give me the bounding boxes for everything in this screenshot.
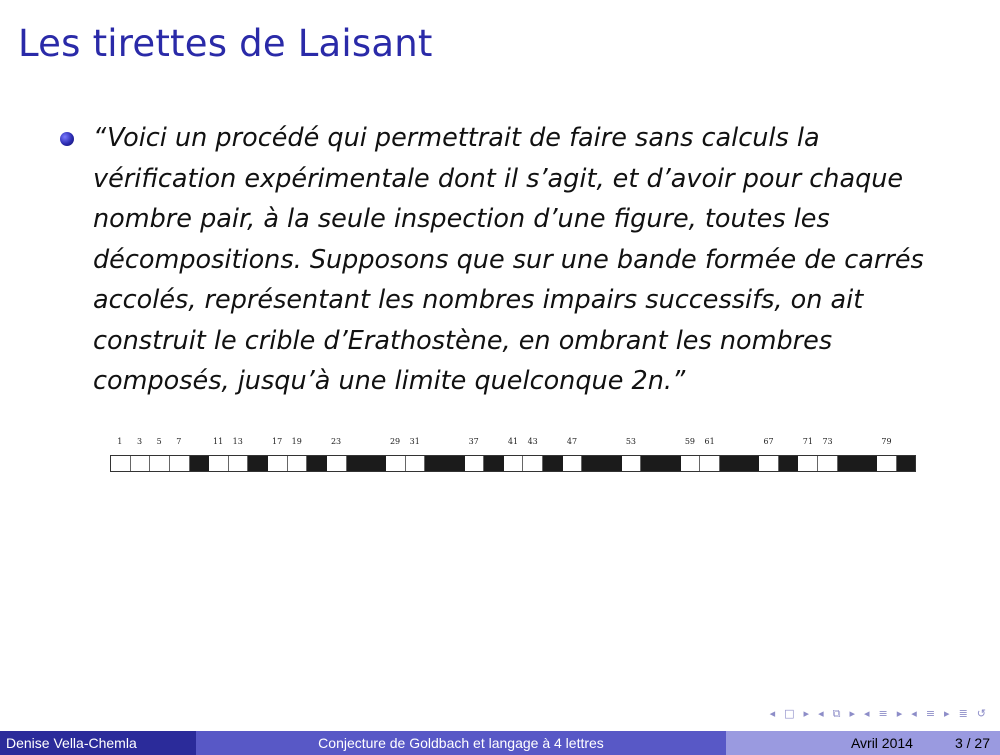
sieve-cell-33 [425,456,445,471]
nav-prev-frame-icon[interactable]: ◂ [769,707,776,720]
sieve-label-13: 13 [232,437,243,446]
nav-prev-section-icon-2[interactable]: ◂ [911,707,917,720]
sieve-cell-57 [661,456,681,471]
sieve-cell-5 [150,456,170,471]
sieve-label-59: 59 [684,437,696,446]
nav-next-section-icon[interactable]: ▸ [896,707,903,720]
sieve-cell-45 [543,456,563,471]
sieve-strip-figure [110,437,916,477]
footer [0,731,1000,755]
sieve-cell-67 [759,456,779,471]
nav-section-icon-2[interactable]: ≡ [925,707,936,720]
sieve-cell-1 [111,456,131,471]
nav-subsection-icon[interactable]: ⧉ [832,707,841,720]
sieve-cell-47 [563,456,583,471]
footer-author: Denise Vella-Chemla [0,731,196,755]
quote-line: nombre pair, à la seule inspection d’une figure, toutes les [93,204,830,234]
sieve-strip [110,455,916,472]
sieve-label-43: 43 [527,437,538,446]
sieve-cell-35 [445,456,465,471]
sieve-cell-49 [582,456,602,471]
sieve-label-71: 71 [802,437,813,446]
sieve-cell-9 [190,456,210,471]
quote-line: construit le crible d’Erathostène, en ombrant les nombres [93,325,833,356]
nav-next-frame-icon[interactable]: ▸ [803,707,810,720]
sieve-label-7: 7 [176,437,182,446]
sieve-cell-27 [366,456,386,471]
sieve-cell-41 [504,456,524,471]
sieve-cell-53 [622,456,642,471]
sieve-cell-73 [818,456,838,471]
sieve-label-3: 3 [136,437,143,446]
sieve-cell-23 [327,456,347,471]
quote-line: décompositions. Supposons que sur une bande formée de carrés [93,244,924,275]
sieve-label-11: 11 [213,437,224,446]
sieve-label-31: 31 [409,437,420,446]
sieve-label-1: 1 [117,437,123,446]
nav-align-icon[interactable]: ≣ [958,707,968,720]
sieve-label-37: 37 [468,437,479,446]
footer-page: 3 / 27 [954,735,990,751]
sieve-cell-51 [602,456,622,471]
quote-line: composés, jusqu’à une limite quelconque 2n.” [93,366,686,396]
sieve-cell-55 [641,456,661,471]
sieve-cell-21 [307,456,327,471]
sieve-label-5: 5 [156,437,162,446]
sieve-cell-17 [268,456,288,471]
sieve-cell-13 [229,456,249,471]
footer-title: Conjecture de Goldbach et langage à 4 lettres [196,731,726,755]
sieve-cell-39 [484,456,504,471]
sieve-cell-75 [838,456,858,471]
sieve-cell-7 [170,456,190,471]
quote-text [93,118,924,402]
footer-right [726,731,1000,755]
sieve-cell-77 [857,456,877,471]
sieve-cell-37 [465,456,485,471]
sieve-cell-19 [288,456,308,471]
sieve-cell-31 [406,456,426,471]
slide-title: Les tirettes de Laisant [18,22,433,65]
sieve-label-19: 19 [291,437,302,446]
sieve-cell-25 [347,456,367,471]
sieve-cell-11 [209,456,229,471]
sieve-label-17: 17 [272,437,283,446]
nav-prev-subsection-icon[interactable]: ◂ [818,707,824,720]
quote-line: accolés, représentant les nombres impairs successifs, on ait [93,285,864,315]
sieve-cell-69 [779,456,799,471]
sieve-cell-15 [248,456,268,471]
sieve-cell-79 [877,456,897,471]
nav-next-subsection-icon[interactable]: ▸ [849,707,855,720]
sieve-strip-labels [110,437,916,453]
nav-prev-section-icon[interactable]: ◂ [864,707,870,720]
sieve-cell-71 [798,456,818,471]
sieve-cell-61 [700,456,720,471]
footer-date: Avril 2014 [850,735,913,751]
sieve-cell-65 [740,456,760,471]
sieve-cell-63 [720,456,740,471]
sieve-cell-43 [523,456,543,471]
sieve-cell-3 [131,456,151,471]
sieve-label-73: 73 [822,437,833,446]
sieve-cell-81 [897,456,916,471]
nav-next-section-icon-2[interactable]: ▸ [944,707,950,720]
sieve-label-79: 79 [881,437,892,446]
sieve-label-29: 29 [389,437,401,446]
sieve-cell-29 [386,456,406,471]
sieve-label-41: 41 [507,437,519,446]
nav-search-icon[interactable]: ↺ [976,707,986,720]
sieve-cell-59 [681,456,701,471]
sieve-label-23: 23 [330,437,342,446]
sieve-label-61: 61 [704,437,715,446]
nav-section-icon[interactable]: ≡ [878,707,888,720]
bullet-icon [60,132,74,146]
sieve-label-53: 53 [625,437,637,446]
nav-frame-icon[interactable]: □ [784,707,795,720]
quote-line: “Voici un procédé qui permettrait de faire sans calculs la [93,123,820,153]
quote-line: vérification expérimentale dont il s’agit, et d’avoir pour chaque [93,163,904,194]
beamer-navigation [770,707,986,721]
sieve-label-67: 67 [763,437,774,446]
sieve-label-47: 47 [566,437,578,446]
